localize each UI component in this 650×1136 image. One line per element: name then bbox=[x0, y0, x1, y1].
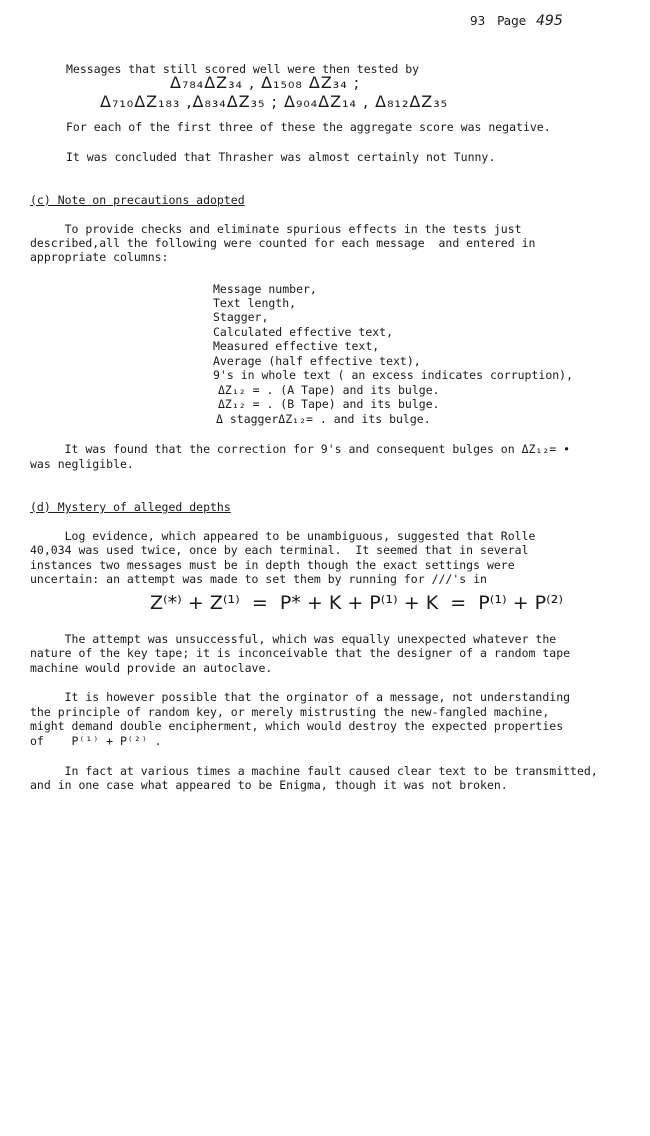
paragraph-line: 40,034 was used twice, once by each terminal. It seemed that in several bbox=[30, 543, 529, 557]
paragraph-line: In fact at various times a machine fault caused clear text to be transmitted, bbox=[30, 764, 598, 778]
paragraph-line: uncertain: an attempt was made to set them by running for ///'s in bbox=[30, 572, 487, 586]
list-item: Average (half effective text), bbox=[213, 354, 421, 368]
paragraph-line: It was found that the correction for 9's and consequent bulges on ΔZ₁₂= • bbox=[30, 442, 571, 456]
paragraph-line: To provide checks and eliminate spurious effects in the tests just bbox=[30, 222, 522, 236]
list-item: Δ staggerΔZ₁₂= . and its bulge. bbox=[216, 412, 431, 426]
paragraph-line: was negligible. bbox=[30, 457, 134, 471]
paragraph-line: described,all the following were counted for each message and entered in bbox=[30, 236, 536, 250]
list-item: Stagger, bbox=[213, 310, 269, 324]
paragraph-line: nature of the key tape; it is inconceivable that the designer of a random tape bbox=[30, 646, 571, 660]
list-item: 9's in whole text ( an excess indicates corruption), bbox=[213, 368, 574, 382]
list-item: ΔZ₁₂ = . (B Tape) and its bulge. bbox=[218, 397, 440, 411]
paragraph-line: might demand double encipherment, which would destroy the expected properties bbox=[30, 719, 564, 733]
page-header bbox=[470, 14, 563, 29]
page-number: 93 bbox=[470, 14, 486, 28]
paragraph-line: It is however possible that the orginator of a message, not understanding bbox=[30, 690, 571, 704]
intro-line-1: Messages that still scored well were then tested by bbox=[66, 62, 420, 76]
paragraph-line: appropriate columns: bbox=[30, 250, 169, 264]
intro-line-3: It was concluded that Thrasher was almost certainly not Tunny. bbox=[66, 150, 496, 164]
list-item: Calculated effective text, bbox=[213, 325, 394, 339]
paragraph-line: Log evidence, which appeared to be unambiguous, suggested that Rolle bbox=[30, 529, 536, 543]
list-item: Measured effective text, bbox=[213, 339, 380, 353]
section-c-heading: (c) Note on precautions adopted bbox=[30, 193, 245, 207]
intro-formula-2: Δ₇₁₀ΔZ₁₈₃ ,Δ₈₃₄ΔZ₃₅ ; Δ₉₀₄ΔZ₁₄ , Δ₈₁₂ΔZ₃₅ bbox=[100, 92, 449, 111]
list-item: Message number, bbox=[213, 282, 317, 296]
page-handwritten-number: 495 bbox=[536, 13, 563, 29]
paragraph-line: of P⁽¹⁾ + P⁽²⁾ . bbox=[30, 734, 162, 748]
section-d-formula: Z⁽*⁾ + Z⁽¹⁾ = P* + K + P⁽¹⁾ + K = P⁽¹⁾ + P⁽²⁾ bbox=[150, 592, 564, 614]
intro-line-2: For each of the first three of these the aggregate score was negative. bbox=[66, 120, 551, 134]
list-item: Text length, bbox=[213, 296, 297, 310]
paragraph-line: The attempt was unsuccessful, which was equally unexpected whatever the bbox=[30, 632, 557, 646]
page-label: Page bbox=[497, 14, 527, 28]
list-item: ΔZ₁₂ = . (A Tape) and its bulge. bbox=[218, 383, 440, 397]
paragraph-line: instances two messages must be in depth though the exact settings were bbox=[30, 558, 515, 572]
intro-formula-1: Δ₇₈₄ΔZ₃₄ , Δ₁₅₀₈ ΔZ₃₄ ; bbox=[170, 73, 361, 92]
section-d-heading: (d) Mystery of alleged depths bbox=[30, 500, 231, 514]
paragraph-line: and in one case what appeared to be Enigma, though it was not broken. bbox=[30, 778, 508, 792]
paragraph-line: the principle of random key, or merely mistrusting the new-fangled machine, bbox=[30, 705, 550, 719]
paragraph-line: machine would provide an autoclave. bbox=[30, 661, 273, 675]
